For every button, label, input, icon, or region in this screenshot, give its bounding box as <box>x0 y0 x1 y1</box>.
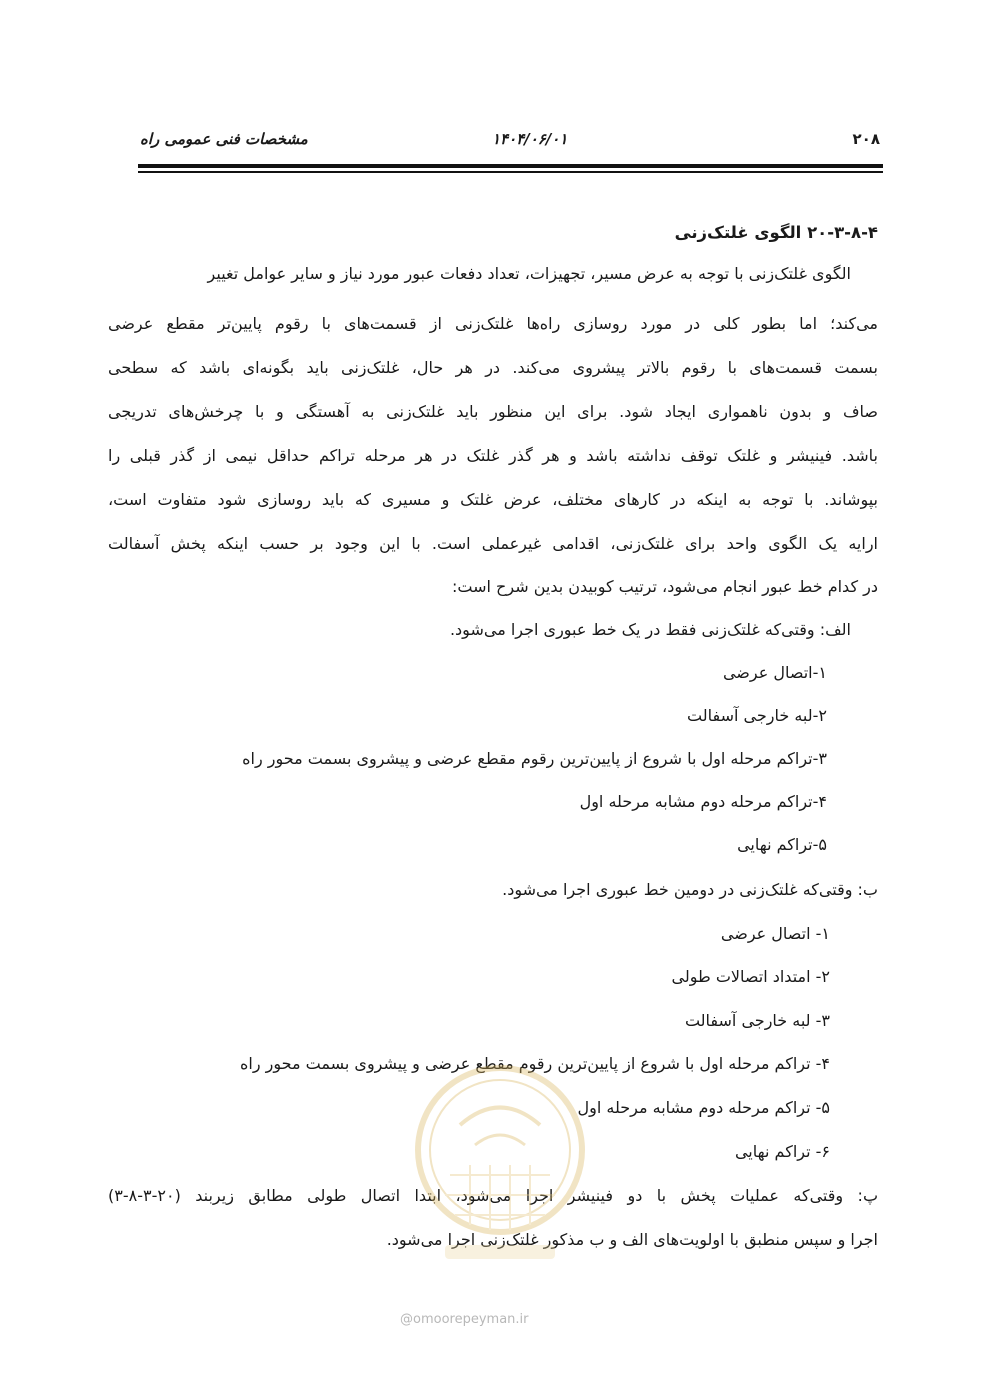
case-p-line: پ: وقتی‌که عملیات پخش با دو فینیشر اجرا می‌شود، ابتدا اتصال طولی مطابق زیربند (۲۰-۳-۸-۳) <box>108 1186 878 1205</box>
paragraph-line: ارایه یک الگوی واحد برای غلتک‌زنی، اقدامی غیرعملی است. با این وجود بر حسب اینکه پخش آسفالت <box>108 534 878 553</box>
case-a-item: ۱-اتصال عرضی <box>722 663 827 682</box>
case-a-item: ۲-لبه خارجی آسفالت <box>687 706 827 725</box>
watermark-logo-icon <box>405 1055 595 1295</box>
paragraph-line: می‌کند؛ اما بطور کلی در مورد روسازی راه‌ها غلتک‌زنی از قسمت‌های با رقوم پایین‌تر مقطع عرضی <box>108 314 878 333</box>
case-b-item: ۴- تراکم مرحله اول با شروع از پایین‌ترین رقوم مقطع عرضی و پیشروی بسمت محور راه <box>240 1054 830 1073</box>
paragraph-line: بسمت قسمت‌های با رقوم بالاتر پیشروی می‌کند. در هر حال، غلتک‌زنی باید بگونه‌ای باشد که سطحی <box>108 358 878 377</box>
case-b-item: ۵- تراکم مرحله دوم مشابه مرحله اول <box>577 1098 830 1117</box>
paragraph-line: صاف و بدون ناهمواری ایجاد شود. برای این منظور باید غلتک‌زنی به آهستگی و با چرخش‌های تدریجی <box>108 402 878 421</box>
case-b-item: ۶- تراکم نهایی <box>734 1142 830 1161</box>
case-b-item: ۲- امتداد اتصالات طولی <box>671 967 830 986</box>
page-number: ۲۰۸ <box>852 130 880 148</box>
case-a-title: الف: وقتی‌که غلتک‌زنی فقط در یک خط عبوری اجرا می‌شود. <box>449 620 851 639</box>
case-a-item: ۵-تراکم نهایی <box>737 835 827 854</box>
case-p-line: اجرا و سپس منطبق با اولویت‌های الف و ب مذکور غلتک‌زنی اجرا می‌شود. <box>386 1230 878 1249</box>
case-b-item: ۱- اتصال عرضی <box>720 924 830 943</box>
case-a-item: ۳-تراکم مرحله اول با شروع از پایین‌ترین رقوم مقطع عرضی و پیشروی بسمت محور راه <box>242 749 827 768</box>
paragraph-line: در کدام خط عبور انجام می‌شود، ترتیب کوبیدن بدین شرح است: <box>452 577 878 596</box>
case-a-item: ۴-تراکم مرحله دوم مشابه مرحله اول <box>579 792 827 811</box>
paragraph-line: بپوشاند. با توجه به اینکه در کارهای مختلف، عرض غلتک و مسیری که باید روسازی شود متفاوت است، <box>108 490 878 509</box>
header-title: مشخصات فنی عمومی راه <box>140 130 308 148</box>
section-heading: ۲۰-۳-۸-۴ الگوی غلتک‌زنی <box>674 223 878 242</box>
watermark-url: @omoorepeyman.ir <box>400 1312 529 1327</box>
case-b-title: ب: وقتی‌که غلتک‌زنی در دومین خط عبوری اجرا می‌شود. <box>502 880 878 899</box>
case-b-item: ۳- لبه خارجی آسفالت <box>684 1011 830 1030</box>
header-date: ۱۴۰۴/۰۶/۰۱ <box>492 130 568 148</box>
paragraph-line: باشد. فینیشر و غلتک توقف نداشته باشد و هر گذر غلتک در هر مرحله تراکم حداقل نیمی از گذر قبلی را <box>108 446 878 465</box>
paragraph-line: الگوی غلتک‌زنی با توجه به عرض مسیر، تجهیزات، تعداد دفعات عبور مورد نیاز و سایر عوامل تغییر <box>207 264 851 283</box>
